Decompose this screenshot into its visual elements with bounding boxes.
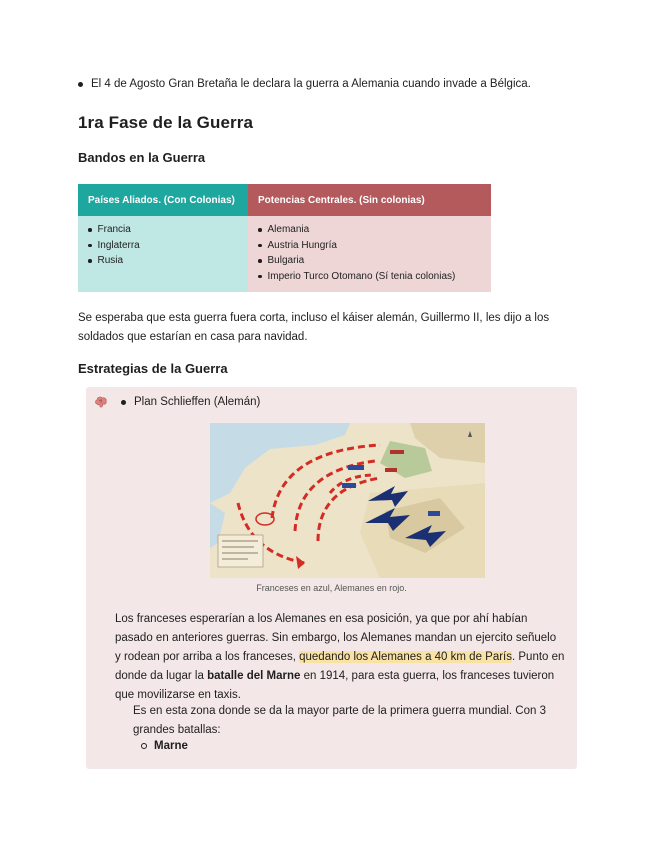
list-item: Austria Hungría [258,238,481,254]
schlieffen-map-image [210,423,485,578]
page-heading: 1ra Fase de la Guerra [78,113,254,132]
plan-bullet [121,396,260,408]
list-item: Bulgaria [258,253,481,269]
hollow-bullet [141,743,147,749]
aliados-header: Países Aliados. (Con Colonias) [78,184,248,216]
highlighted-text: quedando los Alemanes a 40 km de París [299,651,512,663]
intro-bullet [78,78,531,90]
callout-box [86,387,577,769]
bullet-dot [121,400,126,405]
batallas-intro: Es en esta zona donde se da la mayor parte de la primera guerra mundial. Con 3 grandes batallas: [133,705,546,736]
estrategias-heading: Estrategias de la Guerra [78,361,228,376]
centrales-header: Potencias Centrales. (Sin colonias) [248,184,491,216]
centrales-list [258,222,481,284]
map-caption: Franceses en azul, Alemanes en rojo. [256,583,407,593]
list-item: Alemania [258,222,481,238]
schlieffen-explanation: Los franceses esperarían a los Alemanes en esa posición, ya que por ahí habían pasado en anteriores guerras. Sin embargo, los Alemanes mandan un ejercito señuelo y rodean por arriba a los franceses, quedando los Alemanes a 40 km de París. Punto en donde da lugar la batalle del Marne en 1914, para esta guerra, los franceses tuvieron que movilizarse en taxis. [115,613,565,701]
list-item: Inglaterra [88,238,238,254]
kaiser-paragraph: Se esperaba que esta guerra fuera corta, incluso el káiser alemán, Guillermo II, les dijo a los soldados que estarían en casa para navidad. [78,312,550,343]
aliados-cell [78,216,248,292]
marne-label: Marne [154,740,188,752]
brain-icon [94,395,108,409]
bullet-dot [78,82,83,87]
aliados-list [88,222,238,269]
bold-text: batalle del Marne [207,670,301,682]
plan-bullet-text: Plan Schlieffen (Alemán) [134,396,261,408]
intro-bullet-text: El 4 de Agosto Gran Bretaña le declara la guerra a Alemania cuando invade a Bélgica. [91,78,531,90]
bandos-table [78,184,491,292]
list-item: Rusia [88,253,238,269]
list-item: Francia [88,222,238,238]
centrales-cell [248,216,491,292]
sub-list-item [141,740,188,752]
bandos-heading: Bandos en la Guerra [78,150,206,165]
list-item: Imperio Turco Otomano (Sí tenia colonias) [258,269,481,285]
